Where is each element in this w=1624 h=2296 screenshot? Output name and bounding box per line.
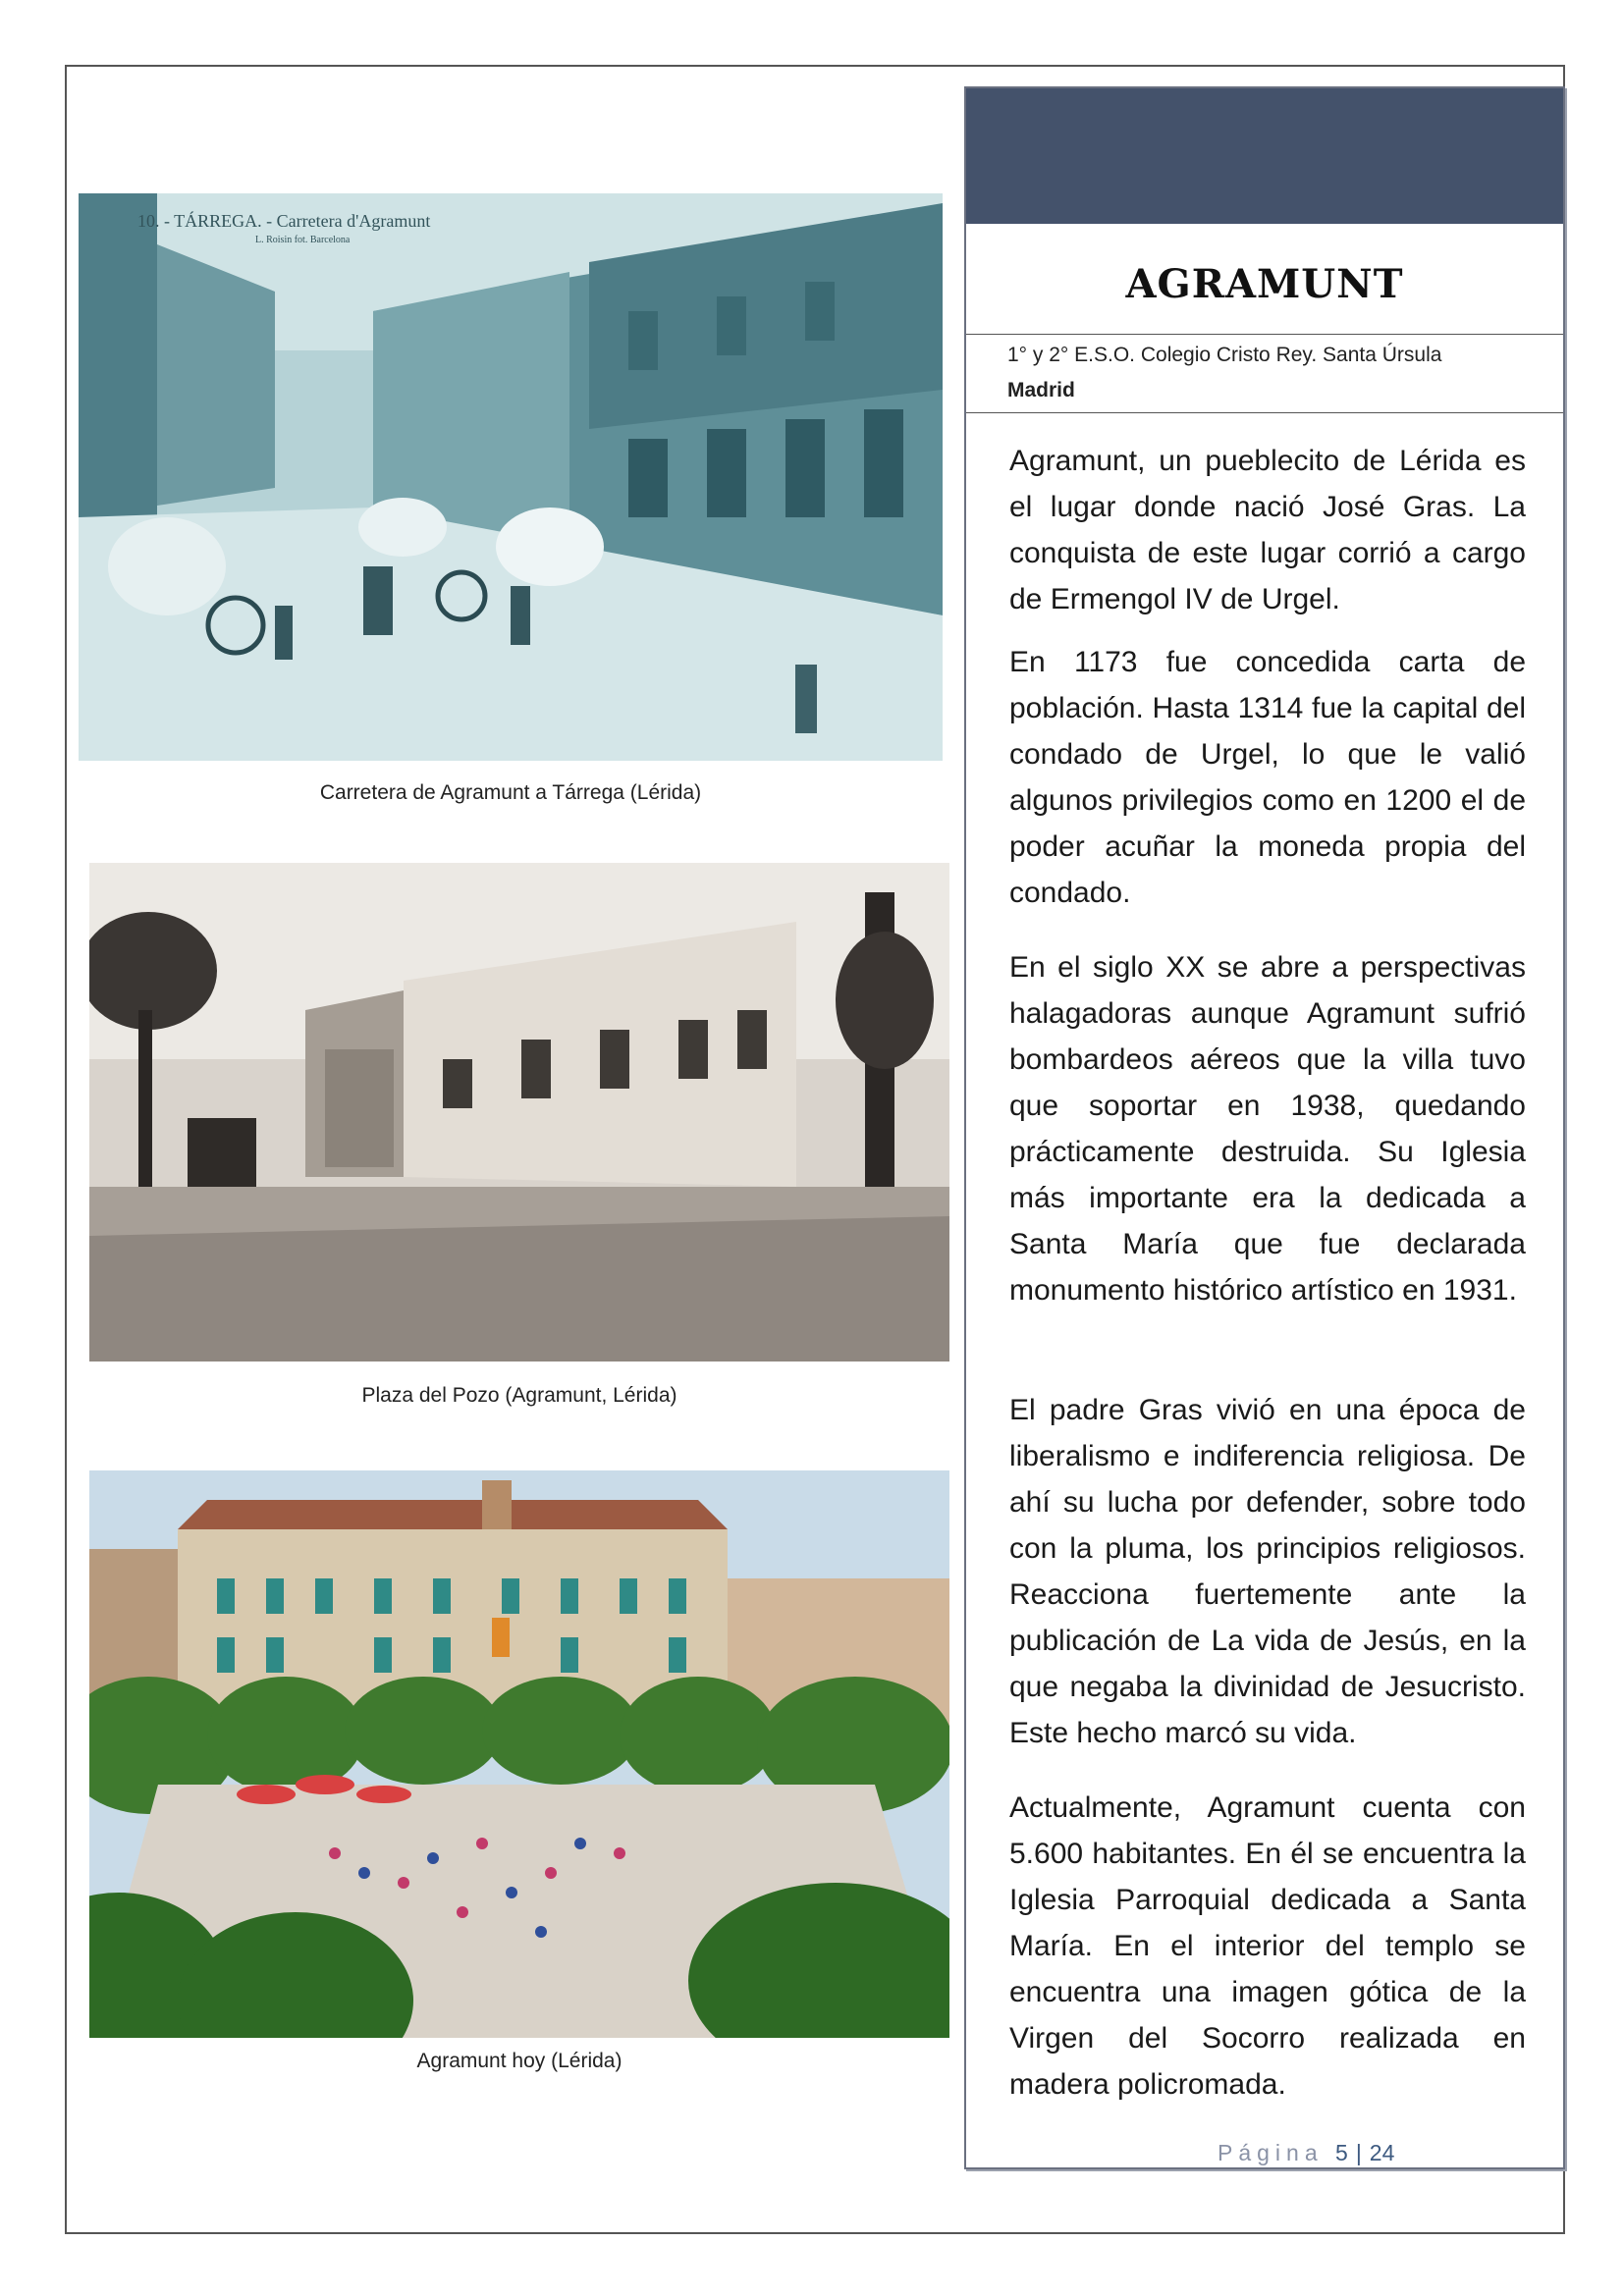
page-number: 5: [1335, 2140, 1348, 2165]
sidebar-title: AGRAMUNT: [1125, 261, 1404, 307]
school-rule: [966, 412, 1563, 413]
title-rule: [966, 334, 1563, 335]
school-city: Madrid: [1007, 379, 1075, 401]
paragraph-1: Agramunt, un pueblecito de Lérida es el lugar donde nació José Gras. La conquista de este lugar corrió a cargo de Ermengol IV de Urgel.: [1009, 445, 1526, 615]
school-line: 1° y 2° E.S.O. Colegio Cristo Rey. Santa Úrsula: [1007, 344, 1442, 366]
postcard-stamp-sub: L. Roisin fot. Barcelona: [255, 235, 351, 245]
paragraph-2: En 1173 fue concedida carta de población. Hasta 1314 fue la capital del condado de Urgel, lo que le valió algunos privilegios como en 1200 el de poder acuñar la moneda propia del condado.: [1009, 646, 1526, 909]
sidebar-header-bar: [966, 88, 1563, 224]
page-total: 24: [1369, 2140, 1395, 2165]
page-label: Página: [1218, 2140, 1324, 2165]
paragraph-4: El padre Gras vivió en una época de liberalismo e indiferencia religiosa. De ahí su lucha por defender, sobre todo con la pluma, los principios religiosos. Reacciona fuertemente ante la publicación de La vida de Jesús, en la que negaba la divinidad de Jesucristo. Este hecho marcó su vida.: [1009, 1394, 1526, 1749]
page-footer: [1218, 2140, 1394, 2166]
photo-carretera: [79, 193, 943, 761]
caption-plaza-pozo: Plaza del Pozo (Agramunt, Lérida): [361, 1384, 677, 1407]
photo-plaza-pozo: [89, 863, 949, 1362]
page-separator: |: [1355, 2140, 1362, 2165]
caption-agramunt-hoy: Agramunt hoy (Lérida): [416, 2050, 623, 2072]
paragraph-3: En el siglo XX se abre a perspectivas halagadoras aunque Agramunt sufrió bombardeos aéreos que la villa tuvo que soportar en 1938, quedando prácticamente destruida. Su Iglesia más importante era la dedicada a Santa María que fue declarada monumento histórico artístico en 1931.: [1009, 951, 1526, 1307]
postcard-stamp: 10. - TÁRREGA. - Carretera d'Agramunt: [137, 211, 431, 231]
caption-carretera: Carretera de Agramunt a Tárrega (Lérida): [319, 781, 702, 804]
photo-agramunt-hoy: [89, 1470, 949, 2038]
paragraph-5: Actualmente, Agramunt cuenta con 5.600 habitantes. En él se encuentra la Iglesia Parroquial dedicada a Santa María. En el interior del templo se encuentra una imagen gótica de la Virgen del Socorro realizada en madera policromada.: [1009, 1791, 1526, 2101]
